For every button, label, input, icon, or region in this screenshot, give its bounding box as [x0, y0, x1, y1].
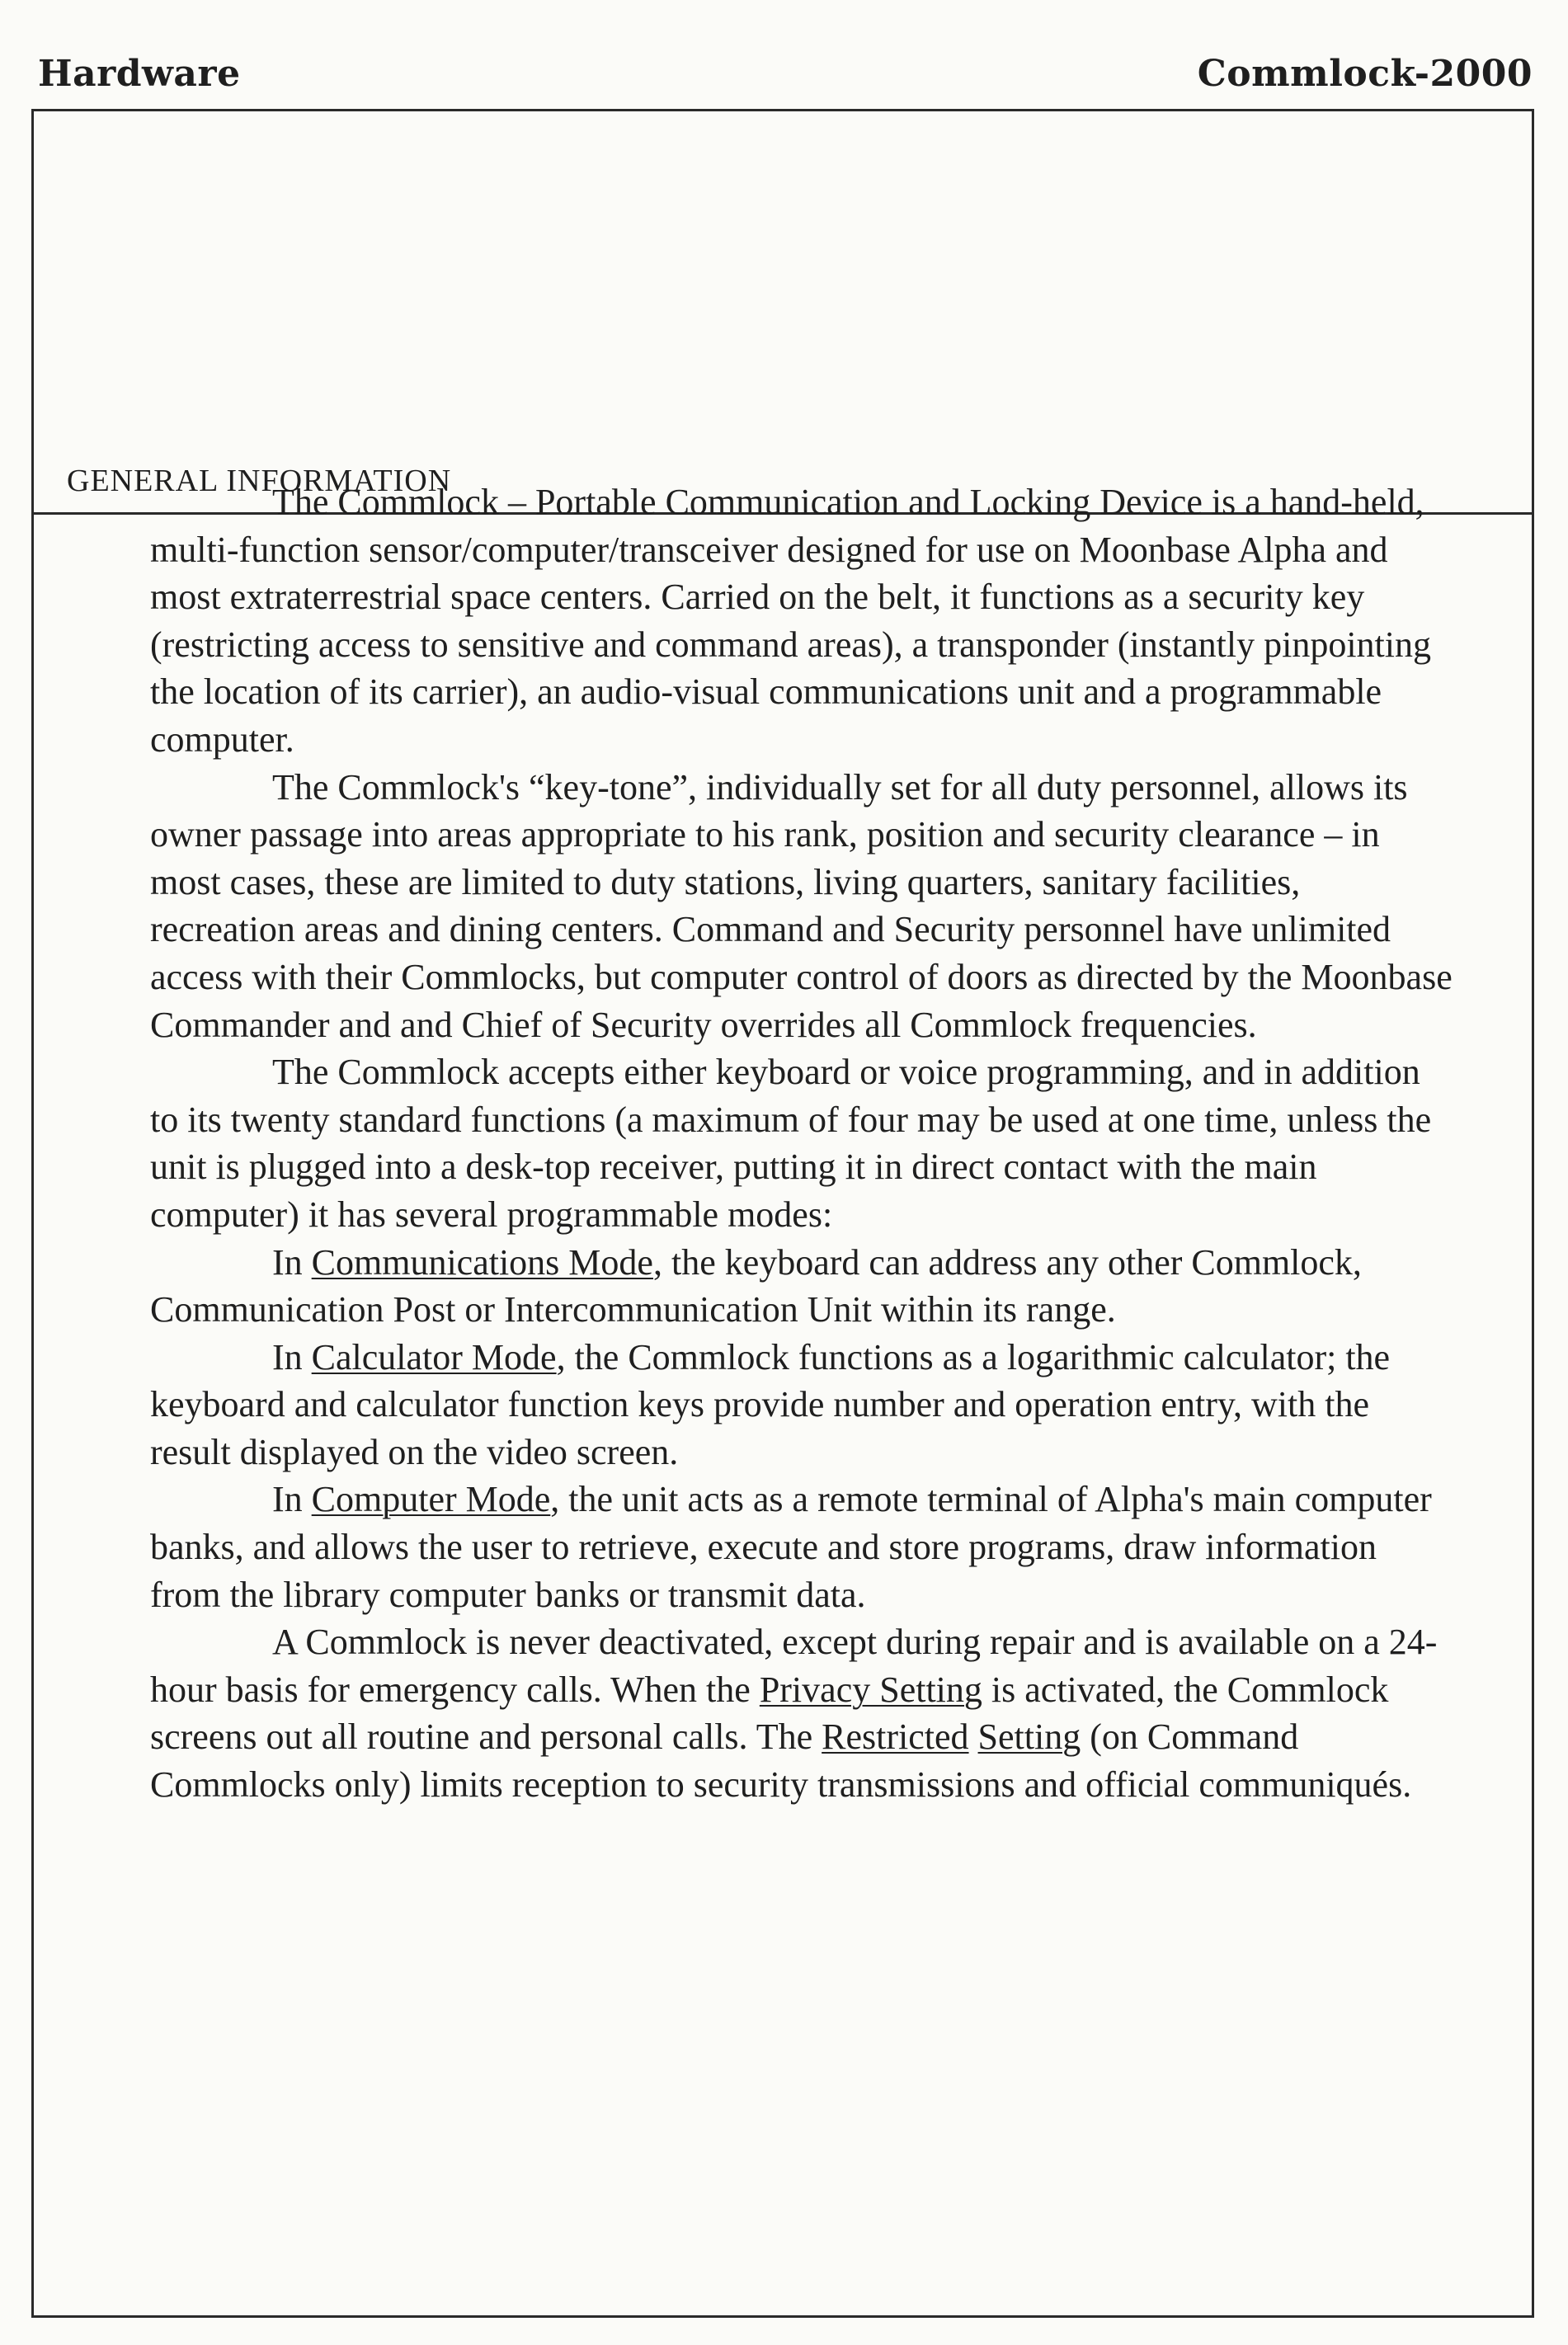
paragraph-communications-mode [150, 1239, 1453, 1334]
mode-term-communications: Communications Mode [311, 1241, 653, 1283]
image-area [34, 111, 1532, 515]
paragraph-key-tone: The Commlock's “key-tone”, individually set for all duty personnel, allows its owner passage into areas appropriate to his rank, position and security clearance – in most cases, these are limited to duty stations, living quarters, sanitary facilities, recreation areas and dining centers. Command and Security personnel have unlimited access with their Commlocks, but computer control of doors as directed by the Moonbase Commander and and Chief of Security overrides all Commlock frequencies. [150, 766, 1453, 1045]
mode-term-calculator: Calculator Mode [311, 1336, 557, 1377]
paragraph-programming: The Commlock accepts either keyboard or voice programming, and in addition to its twenty standard functions (a maximum of four may be used at one time, unless the unit is plugged into a desk-top receiver, putting it in direct contact with the main computer) it has several programmable modes: [150, 1052, 1432, 1235]
header-title: Commlock-2000 [1197, 53, 1533, 95]
page-header [38, 49, 1533, 99]
paragraph-settings [150, 1618, 1453, 1808]
header-category: Hardware [38, 53, 241, 95]
mode-description: , the unit acts as a remote terminal of Alpha's main computer banks, and allows the user to retrieve, execute and store programs, draw information from the library computer banks or transmit data. [150, 1479, 1432, 1615]
paragraph-overview: The Commlock – Portable Communication and Locking Device is a hand-held, multi-function sensor/computer/transceiver designed for use on Moonbase Alpha and most extraterrestrial space centers. Carried on the belt, it functions as a security key (restricting access to sensitive and command areas), a transponder (instantly pinpointing the location of its carrier), an audio-visual communications unit and a programmable computer. [150, 482, 1431, 760]
paragraph-computer-mode [150, 1476, 1453, 1618]
section-label: GENERAL INFORMATION [67, 464, 452, 498]
mode-description: , the Commlock functions as a logarithmic calculator; the keyboard and calculator function keys provide number and operation entry, with the result displayed on the video screen. [150, 1336, 1391, 1472]
mode-intro: In [272, 1336, 312, 1377]
settings-text-a: A Commlock is never deactivated, except during repair and is available on a 24-hour basis for emergency calls. When the [150, 1622, 1438, 1710]
term-restricted: Restricted [822, 1716, 969, 1758]
term-setting: Setting [977, 1716, 1081, 1758]
settings-text-g: (on Command Commlocks only) limits reception to security transmissions and official communiqués. [150, 1716, 1412, 1806]
mode-intro: In [272, 1479, 312, 1520]
mode-description: , the keyboard can address any other Commlock, Communication Post or Intercommunication Unit within its range. [150, 1241, 1362, 1330]
paragraph-calculator-mode [150, 1334, 1453, 1476]
mode-term-computer: Computer Mode [311, 1479, 551, 1520]
mode-intro: In [272, 1241, 312, 1283]
settings-text-e [969, 1716, 978, 1757]
body-text [150, 478, 1453, 1809]
term-privacy-setting: Privacy Setting [759, 1669, 982, 1710]
settings-text-c: is activated, the Commlock screens out all routine and personal calls. The [150, 1669, 1389, 1758]
